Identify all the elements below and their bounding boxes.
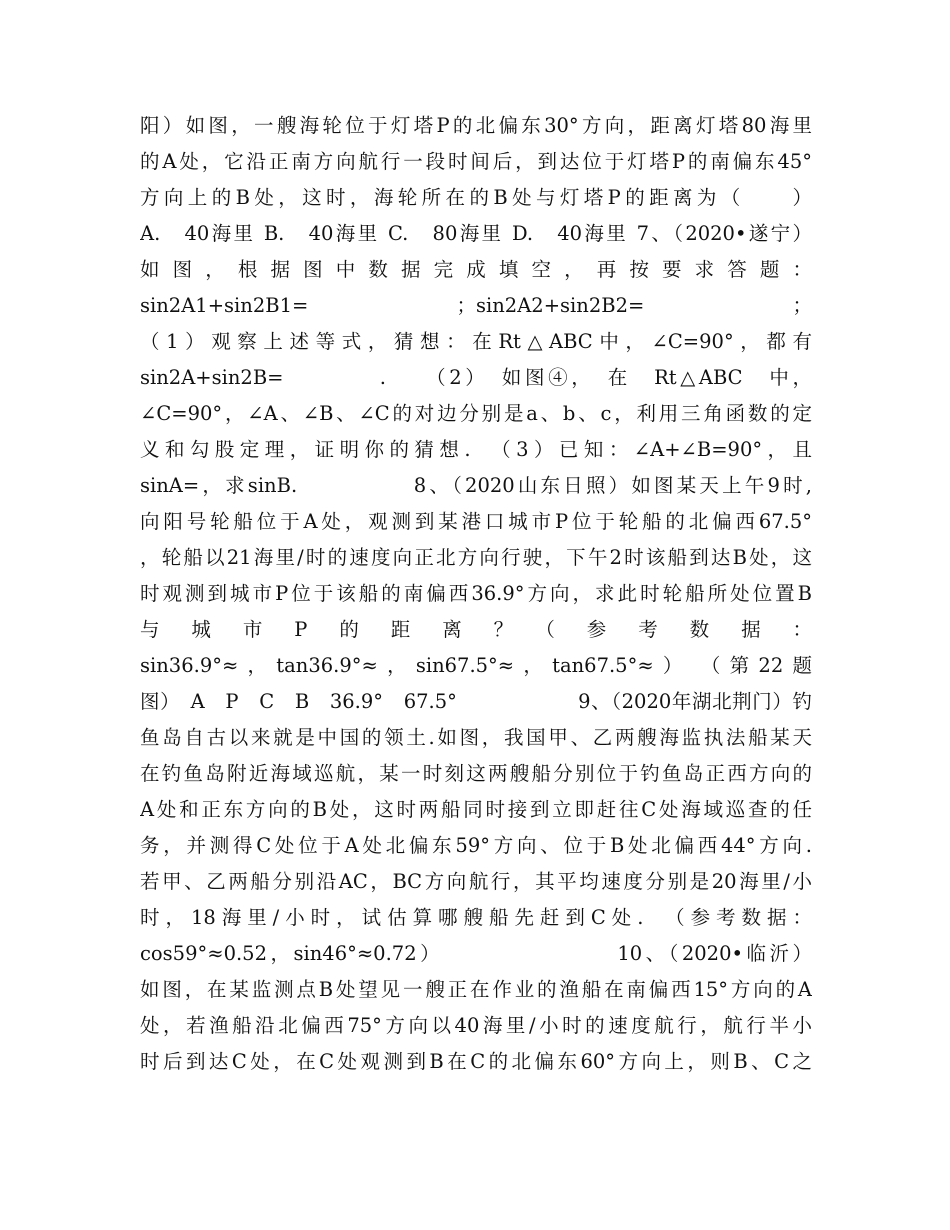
text-line-14: 时观测到城市P位于该船的南偏西36.9°方向，求此时轮船所处位置B [140,582,812,605]
text-line-7: （1）观察上述等式，猜想：在Rt△ABC中，∠C=90°，都有 [140,330,812,353]
text-line-16: sin36.9°≈，tan36.9°≈，sin67.5°≈，tan67.5°≈） （第22题 [140,654,812,677]
text-line-2: 的A处，它沿正南方向航行一段时间后，到达位于灯塔P的南偏东45° [140,150,812,173]
text-line-27: 时后到达C处，在C处观测到B在C的北偏东60°方向上，则B、C之 [140,1050,812,1073]
text-line-20: A处和正东方向的B处，这时两船同时接到立即赶往C处海域巡查的任 [140,798,812,821]
text-line-18: 鱼岛自古以来就是中国的领土.如图，我国甲、乙两艘海监执法船某天 [140,726,812,749]
text-line-6: sin2A1+sin2B1= ；sin2A2+sin2B2= ； [140,294,812,317]
body-text [140,108,812,1080]
text-line-13: ，轮船以21海里/时的速度向正北方向行驶，下午2时该船到达B处，这 [140,546,812,569]
text-line-1: 阳）如图，一艘海轮位于灯塔P的北偏东30°方向，距离灯塔80海里 [140,114,812,137]
text-line-17: 图） A P C B 36.9° 67.5° 9、（2020年湖北荆门）钓 [140,690,812,713]
text-line-26: 处，若渔船沿北偏西75°方向以40海里/小时的速度航行，航行半小 [140,1014,812,1037]
text-line-8: sin2A+sin2B= . （2） 如图④， 在 Rt△ABC 中， [140,366,812,389]
text-line-11: sinA=，求sinB. 8、（2020山东日照）如图某天上午9时, [140,474,812,497]
text-line-21: 务，并测得C处位于A处北偏东59°方向、位于B处北偏西44°方向. [140,834,812,857]
text-line-5: 如 图 ， 根 据 图 中 数 据 完 成 填 空 ， 再 按 要 求 答 题 ： [140,258,812,281]
text-line-24: cos59°≈0.52，sin46°≈0.72） 10、（2020•临沂） [140,942,812,965]
text-line-4: A. 40海里 B. 40海里 C. 80海里 D. 40海里 7、（2020•遂宁） [140,222,812,245]
text-line-12: 向阳号轮船位于A处，观测到某港口城市P位于轮船的北偏西67.5° [140,510,812,533]
text-line-22: 若甲、乙两船分别沿AC，BC方向航行，其平均速度分别是20海里/小 [140,870,812,893]
text-line-3: 方向上的B处，这时，海轮所在的B处与灯塔P的距离为（ ） [140,186,812,209]
text-line-10: 义和勾股定理，证明你的猜想. （3）已知：∠A+∠B=90°，且 [140,438,812,461]
text-line-19: 在钓鱼岛附近海域巡航，某一时刻这两艘船分别位于钓鱼岛正西方向的 [140,762,812,785]
text-line-15: 与 城 市 P 的 距 离 ？ （ 参 考 数 据 ： [140,618,812,641]
text-line-23: 时，18海里/小时，试估算哪艘船先赶到C处. （参考数据： [140,906,812,929]
text-line-25: 如图，在某监测点B处望见一艘正在作业的渔船在南偏西15°方向的A [140,978,812,1001]
text-line-9: ∠C=90°，∠A、∠B、∠C的对边分别是a、b、c，利用三角函数的定 [140,402,812,425]
